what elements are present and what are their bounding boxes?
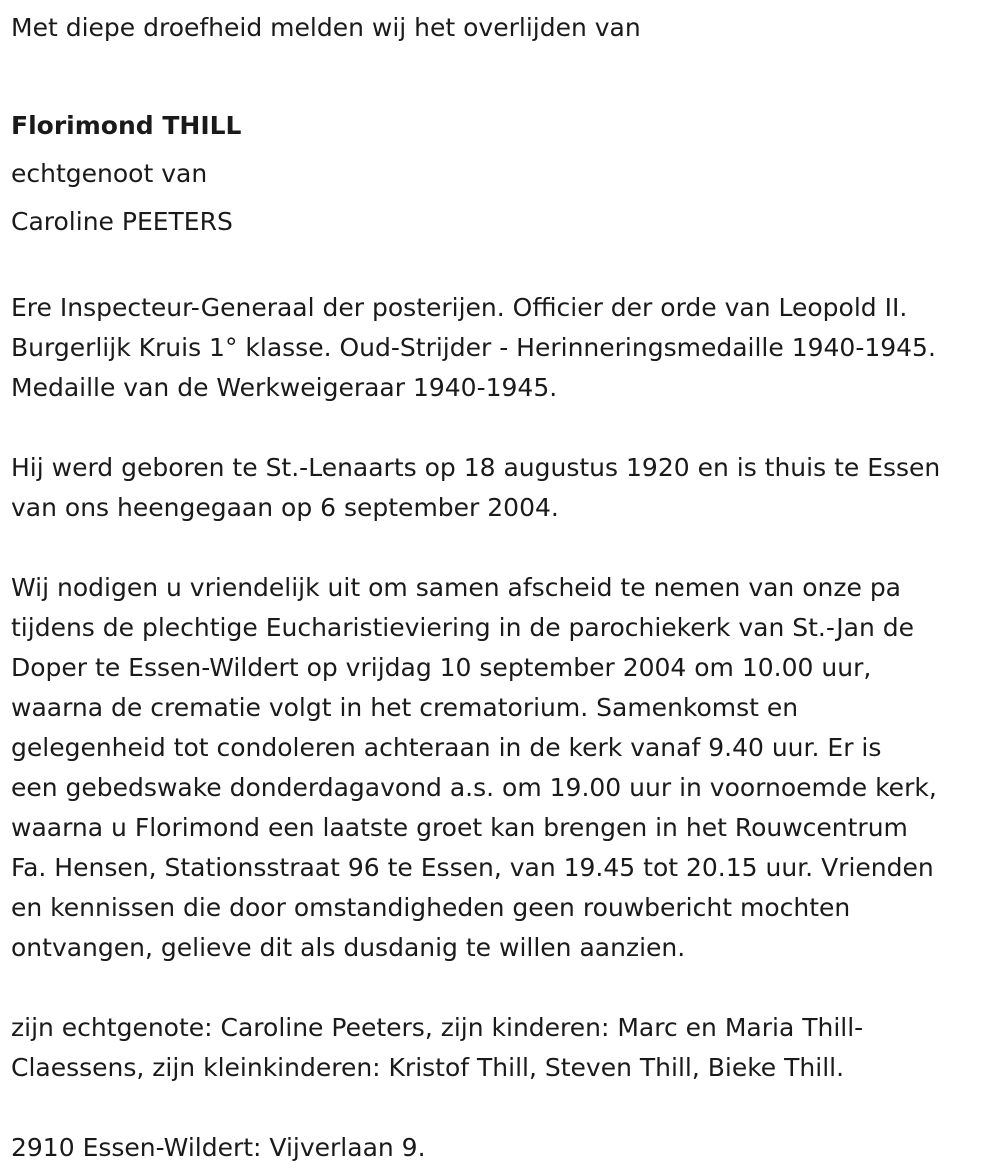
spacer: [11, 246, 996, 288]
honors-line: Ere Inspecteur-Generaal der posterijen. Officier der orde van Leopold II.: [11, 293, 908, 322]
spacer: [11, 48, 996, 102]
invitation-paragraph: [11, 568, 996, 968]
spacer: [11, 1088, 996, 1128]
invitation-line: waarna de crematie volgt in het crematorium. Samenkomst en: [11, 693, 799, 722]
honors-line: Medaille van de Werkweigeraar 1940-1945.: [11, 373, 558, 402]
death-notice: [11, 8, 996, 1168]
family-line: Claessens, zijn kleinkinderen: Kristof Thill, Steven Thill, Bieke Thill.: [11, 1053, 845, 1082]
birth-death-line: Hij werd geboren te St.-Lenaarts op 18 augustus 1920 en is thuis te Essen: [11, 453, 941, 482]
address-text: 2910 Essen-Wildert: Vijverlaan 9.: [11, 1133, 426, 1162]
invitation-line: een gebedswake donderdagavond a.s. om 19.00 uur in voornoemde kerk,: [11, 773, 937, 802]
family-paragraph: [11, 1008, 996, 1088]
honors-line: Burgerlijk Kruis 1° klasse. Oud-Strijder - Herinneringsmedaille 1940-1945.: [11, 333, 936, 362]
family-line: zijn echtgenote: Caroline Peeters, zijn kinderen: Marc en Maria Thill-: [11, 1013, 864, 1042]
invitation-line: tijdens de plechtige Eucharistieviering in de parochiekerk van St.-Jan de: [11, 613, 915, 642]
deceased-name: Florimond THILL: [11, 111, 242, 140]
invitation-line: Doper te Essen-Wildert op vrijdag 10 september 2004 om 10.00 uur,: [11, 653, 872, 682]
spacer: [11, 968, 996, 1008]
birth-death-paragraph: [11, 448, 996, 528]
invitation-line: Wij nodigen u vriendelijk uit om samen afscheid te nemen van onze pa: [11, 573, 902, 602]
invitation-line: Fa. Hensen, Stationsstraat 96 te Essen, van 19.45 tot 20.15 uur. Vrienden: [11, 853, 934, 882]
honors-paragraph: [11, 288, 996, 408]
invitation-line: ontvangen, gelieve dit als dusdanig te willen aanzien.: [11, 933, 686, 962]
birth-death-line: van ons heengegaan op 6 september 2004.: [11, 493, 559, 522]
relation-text: echtgenoot van: [11, 159, 208, 188]
spouse-name: Caroline PEETERS: [11, 207, 233, 236]
invitation-line: en kennissen die door omstandigheden geen rouwbericht mochten: [11, 893, 851, 922]
invitation-line: gelegenheid tot condoleren achteraan in de kerk vanaf 9.40 uur. Er is: [11, 733, 882, 762]
invitation-line: waarna u Florimond een laatste groet kan brengen in het Rouwcentrum: [11, 813, 908, 842]
spacer: [11, 408, 996, 448]
intro-text: Met diepe droefheid melden wij het overlijden van: [11, 13, 641, 42]
spacer: [11, 528, 996, 568]
